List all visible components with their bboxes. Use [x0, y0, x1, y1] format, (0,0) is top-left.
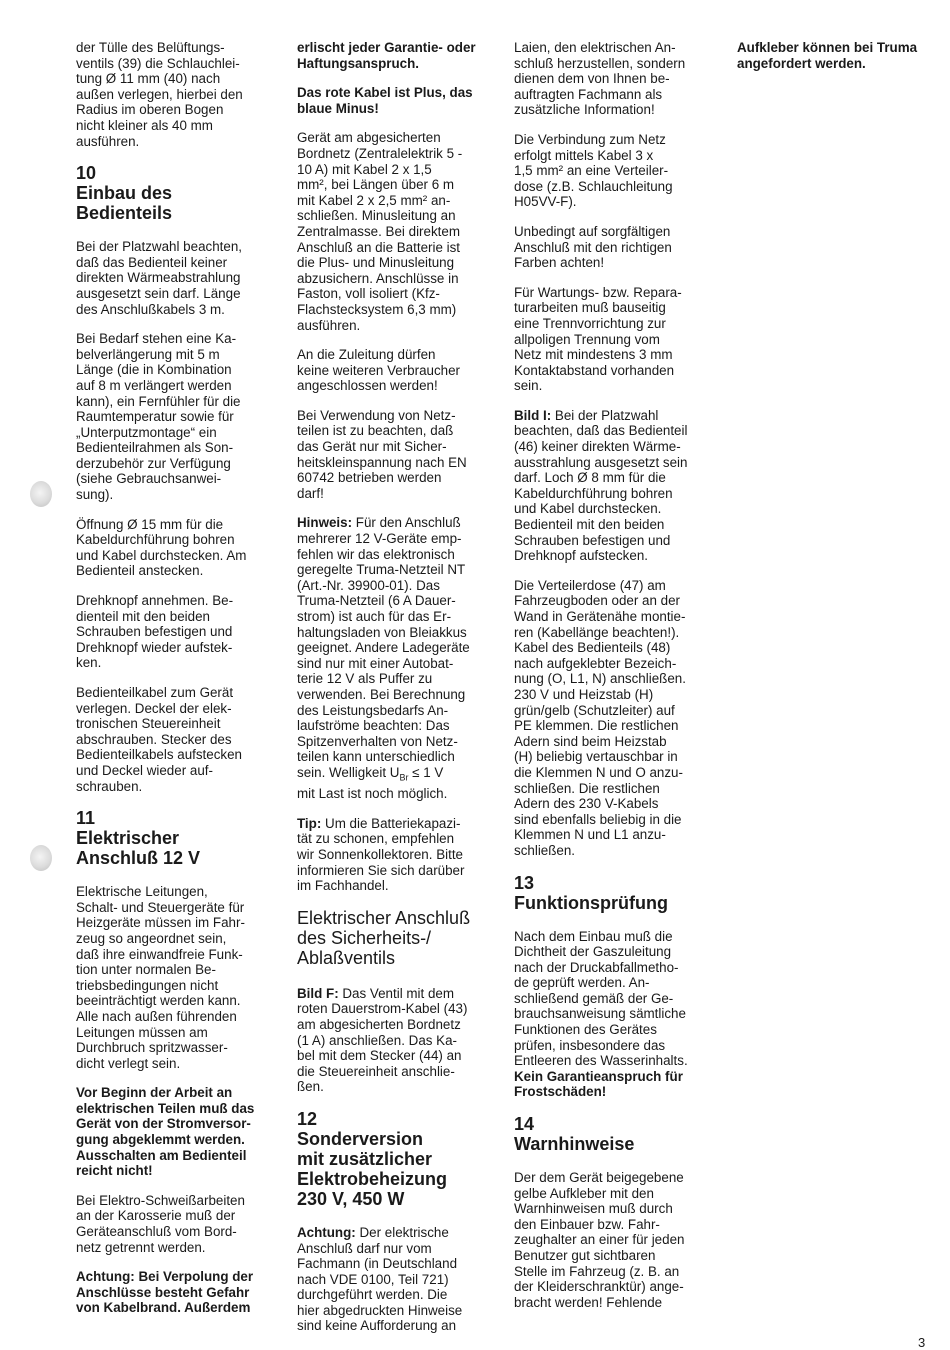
- paragraph: Elektrische Leitungen, Schalt- und Steuergeräte für Heizgeräte müssen im Fahr- zeug so angeordnet sein, daß ihre einwandfreie Funk- tion unter normalen Be- triebsbedingungen nicht beeinträchtigt werden kann. Alle nach außen führenden Leitungen müssen am Durchbruch spritzwasser- dicht verlegt sein.: [76, 884, 245, 1071]
- hinweis-text: Für den Anschluß mehrerer 12 V-Geräte emp- fehlen wir das elektronisch geregelte Truma-Netzteil NT (Art.-Nr. 39900-01). Das Truma-Netzteil (6 A Dauer- strom) ist auch für das Er- haltungsladen von Bleiakkus geeignet. Andere Ladegeräte sind nur mit einer Autobat- terie 12 V als Puffer zu verwenden. Bei Berechnung des Leistungsbedarfs An- laufströme beachten: Das Spitzenverhalten von Netz- teilen kann unterschiedlich sein. Welligkeit U: [297, 515, 470, 780]
- paragraph: Öffnung Ø 15 mm für die Kabeldurchführung bohren und Kabel durchstecken. Am Bedienteil anstecken.: [76, 516, 247, 579]
- bild-i-paragraph: [514, 408, 720, 564]
- paragraph: Aufkleber können bei Truma angefordert werden.: [737, 40, 918, 71]
- achtung-paragraph: [297, 1225, 495, 1334]
- paragraph: Drehknopf annehmen. Be- dienteil mit den beiden Schrauben befestigen und Drehknopf wieder aufstek- ken.: [76, 593, 234, 671]
- paragraph: Die Verteilerdose (47) am Fahrzeugboden oder an der Wand in Gerätenähe montie- ren (Kabellänge beachten!). Kabel des Bedienteils (48) nach aufgeklebter Bezeich- nung (O, L1, N) anschließen. 230 V und Heizstab (H) grün/gelb (Schutzleiter) auf PE klemmen. Die restlichen Adern sind beim Heizstab (H) beliebig vertauschbar in die Klemmen N und O anzu- schließen. Die restlichen Adern des 230 V-Kabels sind ebenfalls beliebig in die Klemmen N und L1 anzu- schließen.: [514, 577, 686, 858]
- hinweis-subscript: Br: [399, 772, 409, 783]
- tip-paragraph: [297, 816, 495, 894]
- page-number: 3: [918, 1335, 926, 1350]
- bild-f-paragraph: [297, 986, 495, 1095]
- column-3: [514, 40, 720, 1324]
- subsection-heading-ventil: Elektrischer Anschluß des Sicherheits-/ Ablaßventils: [297, 907, 471, 968]
- achtung-label: Achtung:: [297, 1224, 356, 1240]
- warning-paragraph: Das rote Kabel ist Plus, das blaue Minus!: [297, 85, 473, 116]
- punch-hole-bottom: [30, 845, 52, 871]
- paragraph: Bei Bedarf stehen eine Ka- belverlängerung mit 5 m Länge (die in Kombination auf 8 m verlängert werden kann), ein Fernfühler für die Raumtemperatur sowie für „Unterputzmontage“ ein Bedienteilrahmen als Son- derzubehör zur Verfügung (siehe Gebrauchsanwei- sung).: [76, 331, 241, 503]
- bild-f-label: Bild F:: [297, 985, 339, 1001]
- section-heading-11: 11 Elektrischer Anschluß 12 V: [76, 808, 201, 869]
- hinweis-label: Hinweis:: [297, 515, 353, 531]
- paragraph: Der dem Gerät beigegebene gelbe Aufkleber mit den Warnhinweisen muß durch den Einbauer bzw. Fahr- zeughalter an einer für jeden Benutzer gut sichtbaren Stelle im Fahrzeug (z. B. an der Kleiderschranktür) ange- bracht werden! Fehlende: [514, 1170, 685, 1310]
- paragraph: Unbedingt auf sorgfältigen Anschluß mit den richtigen Farben achten!: [514, 223, 672, 271]
- paragraph: An die Zuleitung dürfen keine weiteren Verbraucher angeschlossen werden!: [297, 347, 461, 394]
- column-4: [737, 40, 937, 85]
- paragraph: Bei Elektro-Schweißarbeiten an der Karosserie muß der Geräteanschluß vom Bord- netz getrennt werden.: [76, 1192, 245, 1255]
- paragraph: Die Verbindung zum Netz erfolgt mittels Kabel 3 x 1,5 mm² an eine Verteiler- dose (z.B. Schlauchleitung H05VV-F).: [514, 131, 673, 210]
- section-heading-13: 13 Funktionsprüfung: [514, 872, 668, 913]
- paragraph: Bei der Platzwahl beachten, daß das Bedienteil keiner direkten Wärmeabstrahlung ausgesetzt sein darf. Länge des Anschlußkabels 3 m.: [76, 239, 242, 317]
- column-1: [76, 40, 280, 1330]
- paragraph: Bei Verwendung von Netz- teilen ist zu beachten, daß das Gerät nur mit Sicher- heitskleinspannung nach EN 60742 betrieben werden darf!: [297, 407, 467, 501]
- paragraph: der Tülle des Belüftungs- ventils (39) die Schlauchlei- tung Ø 11 mm (40) nach außen verlegen, hierbei den Radius im oberen Bogen nicht kleiner als 40 mm ausführen.: [76, 40, 243, 149]
- tip-label: Tip:: [297, 815, 322, 831]
- warning-paragraph: erlischt jeder Garantie- oder Haftungsanspruch.: [297, 40, 476, 71]
- paragraph: Bedienteilkabel zum Gerät verlegen. Deckel der elek- tronischen Steuereinheit abschrauben. Stecker des Bedienteilkabels aufstecken und Deckel wieder auf- schrauben.: [76, 685, 243, 794]
- paragraph: Laien, den elektrischen An- schluß herzustellen, sondern dienen dem von Ihnen be- auftragten Fachmann als zusätzliche Information!: [514, 40, 686, 118]
- paragraph: [514, 929, 720, 1101]
- achtung-text: Der elektrische Anschluß darf nur vom Fachmann (in Deutschland nach VDE 0100, Teil 721) durchgeführt werden. Die hier abgedruckten Hinweise sind keine Aufforderung an: [297, 1224, 463, 1334]
- bild-i-label: Bild I:: [514, 407, 552, 423]
- hinweis-tail: ≤ 1 V mit Last ist noch möglich.: [297, 764, 448, 802]
- p13-bold: Kein Garantieanspruch für Frostschäden!: [514, 1068, 683, 1100]
- hinweis-paragraph: [297, 515, 495, 801]
- column-2: [297, 40, 495, 1348]
- bild-i-text: Bei der Platzwahl beachten, daß das Bedienteil (46) keiner direkten Wärme- ausstrahlung ausgesetzt sein darf. Loch Ø 8 mm für die Kabeldurchführung bohren und Kabel durchstecken. Bedienteil mit den beiden Schrauben befestigen und Drehknopf aufstecken.: [514, 407, 688, 564]
- p13-text: Nach dem Einbau muß die Dichtheit der Gaszuleitung nach der Druckabfallmetho- de geprüft werden. An- schließend gemäß der Ge- brauchsanweisung sämtliche Funktionen des Gerätes prüfen, insbesondere das Entleeren des Wasserinhalts.: [514, 928, 688, 1069]
- section-heading-12: 12 Sonderversion mit zusätzlicher Elektrobeheizung 230 V, 450 W: [297, 1108, 448, 1209]
- bild-f-text: Das Ventil mit dem roten Dauerstrom-Kabel (43) am abgesicherten Bordnetz (1 A) anschließen. Das Ka- bel mit dem Stecker (44) an die Steuereinheit anschlie- ßen.: [297, 985, 468, 1095]
- tip-text: Um die Batteriekapazi- tät zu schonen, empfehlen wir Sonnenkollektoren. Bitte informieren Sie sich darüber im Fachhandel.: [297, 815, 465, 894]
- warning-paragraph: Achtung: Bei Verpolung der Anschlüsse besteht Gefahr von Kabelbrand. Außerdem: [76, 1269, 254, 1316]
- punch-hole-top: [30, 481, 52, 507]
- section-heading-14: 14 Warnhinweise: [514, 1114, 635, 1155]
- paragraph: Gerät am abgesicherten Bordnetz (Zentralelektrik 5 - 10 A) mit Kabel 2 x 1,5 mm², bei Längen über 6 m mit Kabel 2 x 2,5 mm² an- schließen. Minusleitung an Zentralmasse. Bei direktem Anschluß an die Batterie ist die Plus- und Minusleitung abzusichern. Anschlüsse in Faston, voll isoliert (Kfz- Flachstecksystem 6,3 mm) ausführen.: [297, 130, 463, 333]
- section-heading-10: 10 Einbau des Bedienteils: [76, 163, 173, 224]
- paragraph: Für Wartungs- bzw. Repara- turarbeiten muß bauseitig eine Trennvorrichtung zur allpoligen Trennung vom Netz mit mindestens 3 mm Kontaktabstand vorhanden sein.: [514, 284, 682, 394]
- warning-paragraph: Vor Beginn der Arbeit an elektrischen Teilen muß das Gerät von der Stromversor- gung abgeklemmt werden. Ausschalten am Bedienteil reicht nicht!: [76, 1085, 255, 1179]
